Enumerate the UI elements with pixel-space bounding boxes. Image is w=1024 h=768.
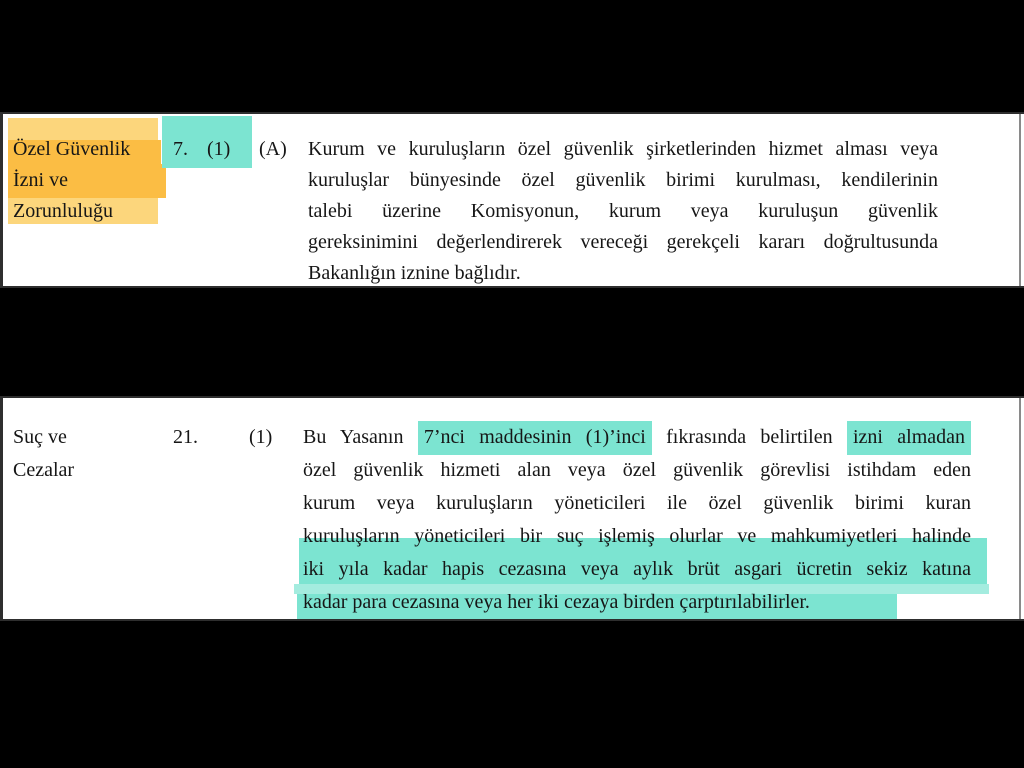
body-line [303,586,971,619]
margin-label-line: Zorunluluğu [13,200,113,222]
text-segment: kurum veya kuruluşların yöneticileri ile özel güvenlik birimi kuran [303,492,971,514]
body-line [308,258,938,289]
body-line [303,553,971,586]
body-line [308,165,938,196]
margin-label-line: Özel Güvenlik [13,138,131,160]
text-segment: kadar para cezasına veya her iki cezaya birden çarptırılabilirler. [303,591,810,613]
body-text-penalty [303,421,971,619]
body-line [303,454,971,487]
body-line [308,134,938,165]
body-line [303,487,971,520]
text-segment: gereksinimini değerlendirerek vereceği gerekçeli kararı doğrultusunda [308,231,938,253]
margin-label-line: İzni ve [13,169,68,191]
highlighted-text: izni almadan [847,421,971,455]
clause-number: (1) [249,426,273,448]
body-line [308,196,938,227]
body-line [303,520,971,553]
document-snippet-permit [0,112,1024,288]
text-segment: özel güvenlik hizmeti alan veya özel güvenlik görevlisi istihdam eden [303,459,971,481]
text-segment: talebi üzerine Komisyonun, kurum veya kuruluşun güvenlik [308,200,938,222]
clause-number: (1) [207,138,231,160]
margin-label-line: Suç ve [13,426,67,448]
article-number: 7. [173,138,188,160]
body-line [308,227,938,258]
text-segment: Kurum ve kuruluşların özel güvenlik şirketlerinden hizmet alması veya [308,138,938,160]
text-segment: kuruluşların yöneticileri bir suç işlemiş olurlar ve mahkumiyetleri halinde [303,525,971,547]
subclause-letter: (A) [259,138,287,160]
margin-label-penalty [13,421,74,487]
document-snippet-penalty [0,396,1024,621]
margin-label-line: Cezalar [13,459,75,481]
margin-label-permit [13,134,130,227]
page-right-rule [1019,114,1021,286]
page-right-rule [1019,398,1021,619]
text-segment: Bakanlığın iznine bağlıdır. [308,262,521,284]
text-segment: Bu Yasanın [303,426,418,448]
text-segment: kuruluşlar bünyesinde özel güvenlik birimi kurulması, kendilerinin [308,169,938,191]
body-text-permit [308,134,938,289]
text-segment: iki yıla kadar hapis cezasına veya aylık brüt asgari ücretin sekiz katına [303,558,971,580]
article-number: 21. [173,426,198,448]
text-segment: fıkrasında belirtilen [651,426,847,448]
highlighted-text: 7’nci maddesinin (1)’inci [418,421,652,455]
body-line [303,421,971,454]
